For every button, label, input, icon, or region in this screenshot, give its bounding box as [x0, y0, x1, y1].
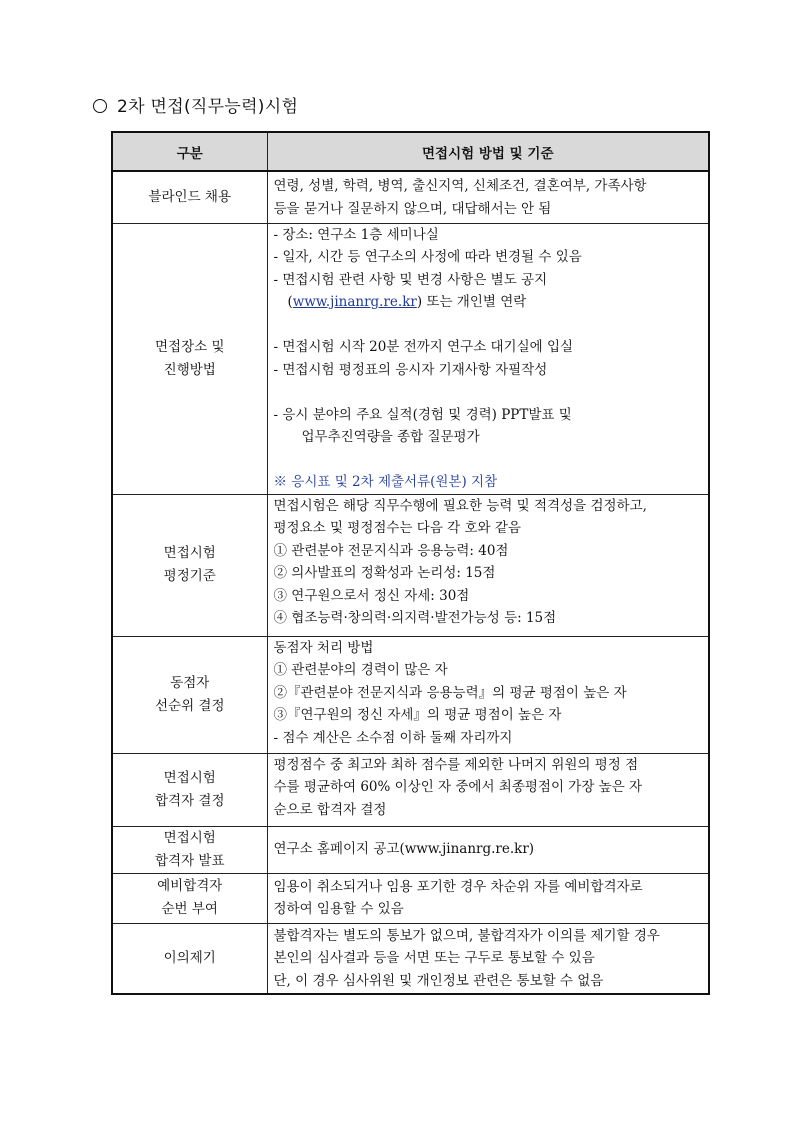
- section-heading: [93, 92, 298, 117]
- circle-bullet-icon: [93, 99, 107, 113]
- row-blind: [112, 171, 709, 223]
- bring-documents-note: ※ 응시표 및 2차 제출서류(원본) 지참: [273, 474, 498, 490]
- section-title: 2차 면접(직무능력)시험: [117, 97, 299, 117]
- table-header-row: [112, 132, 709, 171]
- row-label: 면접시험 합격자 결정: [112, 753, 267, 826]
- row-label: 블라인드 채용: [112, 171, 267, 223]
- row-label: 면접장소 및 진행방법: [112, 223, 267, 494]
- header-category: 구분: [112, 132, 267, 171]
- row-reserve: [112, 873, 709, 923]
- interview-table: [111, 131, 710, 995]
- row-content: - 장소: 연구소 1층 세미나실 - 일자, 시간 등 연구소의 사정에 따라 변경될 수 있음 - 면접시험 관련 사항 및 변경 사항은 별도 공지 (www.jinanrg.re.kr) 또는 개인별 연락 - 면접시험 시작 20분 전까지 연구소 대기실에 입실 - 면접시험 평정표의 응시자 기재사항 자필작성 - 응시 분야의 주요 실적(경험 및 경력) PPT발표 및 업무추진역량을 종합 질문평가 ※ 응시표 및 2차 제출서류(원본) 지참: [267, 223, 709, 494]
- row-content: 연구소 홈페이지 공고(www.jinanrg.re.kr): [267, 826, 709, 873]
- row-label: 면접시험 평정기준: [112, 494, 267, 636]
- row-label: 동점자 선순위 결정: [112, 636, 267, 753]
- row-announce: [112, 826, 709, 873]
- row-criteria: [112, 494, 709, 636]
- row-label: 예비합격자 순번 부여: [112, 873, 267, 923]
- row-objection: [112, 923, 709, 994]
- row-content: 불합격자는 별도의 통보가 없으며, 불합격자가 이의를 제기할 경우 본인의 심사결과 등을 서면 또는 구두로 통보할 수 있음 단, 이 경우 심사위원 및 개인정보 관련은 통보할 수 없음: [267, 923, 709, 994]
- row-content: 동점자 처리 방법 ① 관련분야의 경력이 많은 자 ②『관련분야 전문지식과 응용능력』의 평균 평점이 높은 자 ③『연구원의 정신 자세』의 평균 평점이 높은 자 - 점수 계산은 소수점 이하 둘째 자리까지: [267, 636, 709, 753]
- row-content: 임용이 취소되거나 임용 포기한 경우 차순위 자를 예비합격자로 정하여 임용할 수 있음: [267, 873, 709, 923]
- homepage-link[interactable]: www.jinanrg.re.kr: [292, 294, 417, 310]
- row-pass: [112, 753, 709, 826]
- row-tie: [112, 636, 709, 753]
- row-label: 이의제기: [112, 923, 267, 994]
- header-method: 면접시험 방법 및 기준: [267, 132, 709, 171]
- row-content: 연령, 성별, 학력, 병역, 출신지역, 신체조건, 결혼여부, 가족사항 등을 묻거나 질문하지 않으며, 대답해서는 안 됨: [267, 171, 709, 223]
- row-place: [112, 223, 709, 494]
- row-content: 평정점수 중 최고와 최하 점수를 제외한 나머지 위원의 평정 점 수를 평균하여 60% 이상인 자 중에서 최종평점이 가장 높은 자 순으로 합격자 결정: [267, 753, 709, 826]
- row-label: 면접시험 합격자 발표: [112, 826, 267, 873]
- row-content: 면접시험은 해당 직무수행에 필요한 능력 및 적격성을 검정하고, 평정요소 및 평정점수는 다음 각 호와 같음 ① 관련분야 전문지식과 응용능력: 40점 ② 의사발표의 정확성과 논리성: 15점 ③ 연구원으로서 정신 자세: 30점 ④ 협조능력·창의력·의지력·발전가능성 등: 15점: [267, 494, 709, 636]
